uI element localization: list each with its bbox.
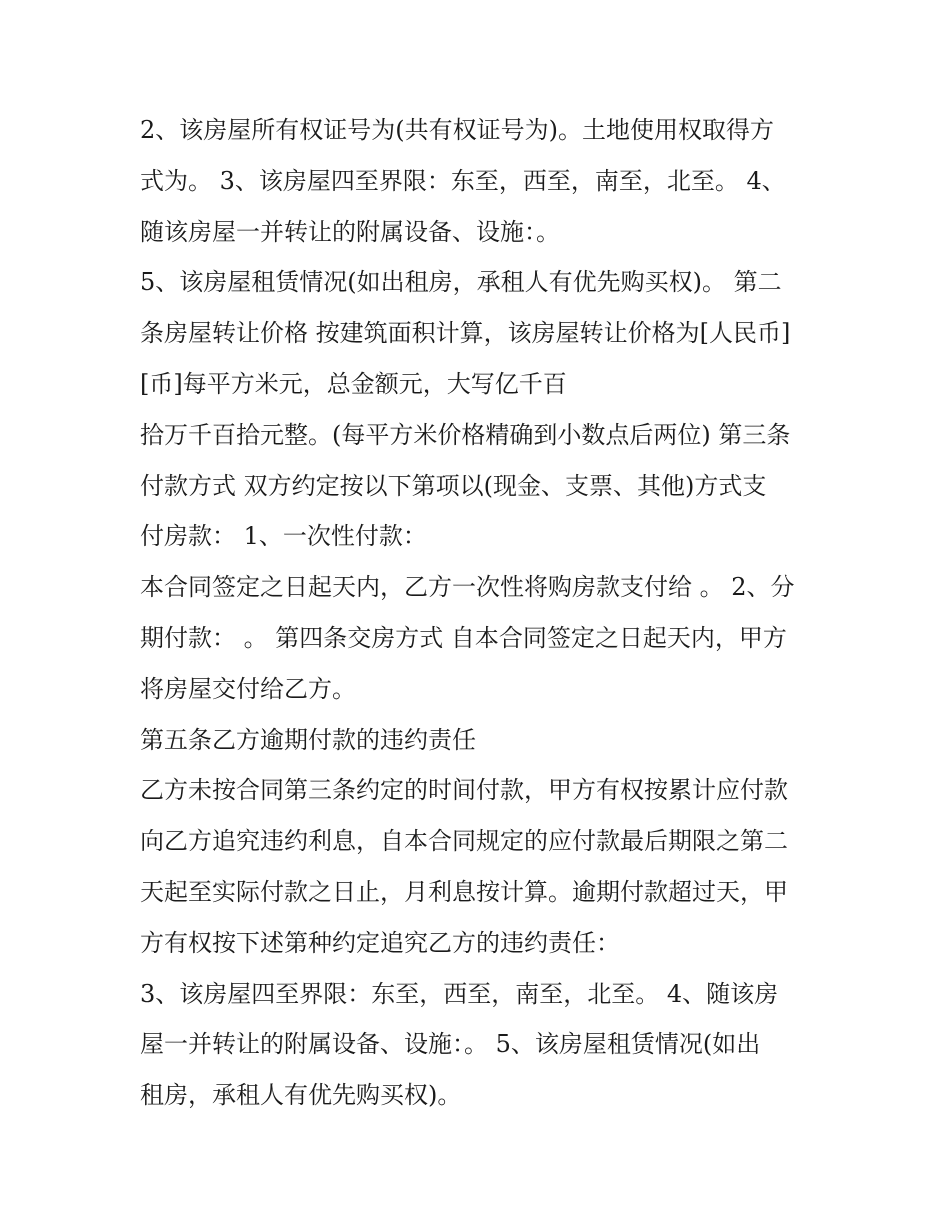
- text-line: 式为。 3、该房屋四至界限：东至，西至，南至，北至。 4、: [140, 166, 786, 195]
- text-line: 天起至实际付款之日止，月利息按计算。逾期付款超过天，甲: [140, 877, 788, 906]
- text-line: [币]每平方米元，总金额元，大写亿千百: [140, 369, 567, 398]
- text-line: 本合同签定之日起天内，乙方一次性将购房款支付给 。 2、分: [140, 573, 795, 602]
- section-heading: 第五条乙方逾期付款的违约责任: [140, 725, 476, 754]
- text-line: 5、该房屋租赁情况(如出租房，承租人有优先购买权)。 第二: [140, 268, 782, 297]
- text-line: 拾万千百拾元整。(每平方米价格精确到小数点后两位) 第三条: [140, 420, 791, 449]
- text-line: 付房款： 1、一次性付款：: [140, 522, 427, 551]
- text-line: 租房，承租人有优先购买权)。: [140, 1081, 462, 1110]
- text-line: 条房屋转让价格 按建筑面积计算，该房屋转让价格为[人民币]: [140, 319, 791, 348]
- text-line: 屋一并转让的附属设备、设施：。 5、该房屋租赁情况(如出: [140, 1030, 761, 1059]
- contract-text: [140, 105, 830, 1121]
- text-line: 期付款： 。 第四条交房方式 自本合同签定之日起天内，甲方: [140, 623, 787, 652]
- text-line: 3、该房屋四至界限：东至，西至，南至，北至。 4、随该房: [140, 979, 779, 1008]
- text-line: 向乙方追究违约利息，自本合同规定的应付款最后期限之第二: [140, 827, 788, 856]
- text-line: 随该房屋一并转让的附属设备、设施：。: [140, 217, 560, 246]
- text-line: 将房屋交付给乙方。: [140, 674, 356, 703]
- text-line: 方有权按下述第种约定追究乙方的违约责任：: [140, 928, 620, 957]
- text-line: 乙方未按合同第三条约定的时间付款，甲方有权按累计应付款: [140, 776, 788, 805]
- text-line: 2、该房屋所有权证号为(共有权证号为)。土地使用权取得方: [140, 116, 774, 144]
- text-line: 付款方式 双方约定按以下第项以(现金、支票、其他)方式支: [140, 471, 767, 500]
